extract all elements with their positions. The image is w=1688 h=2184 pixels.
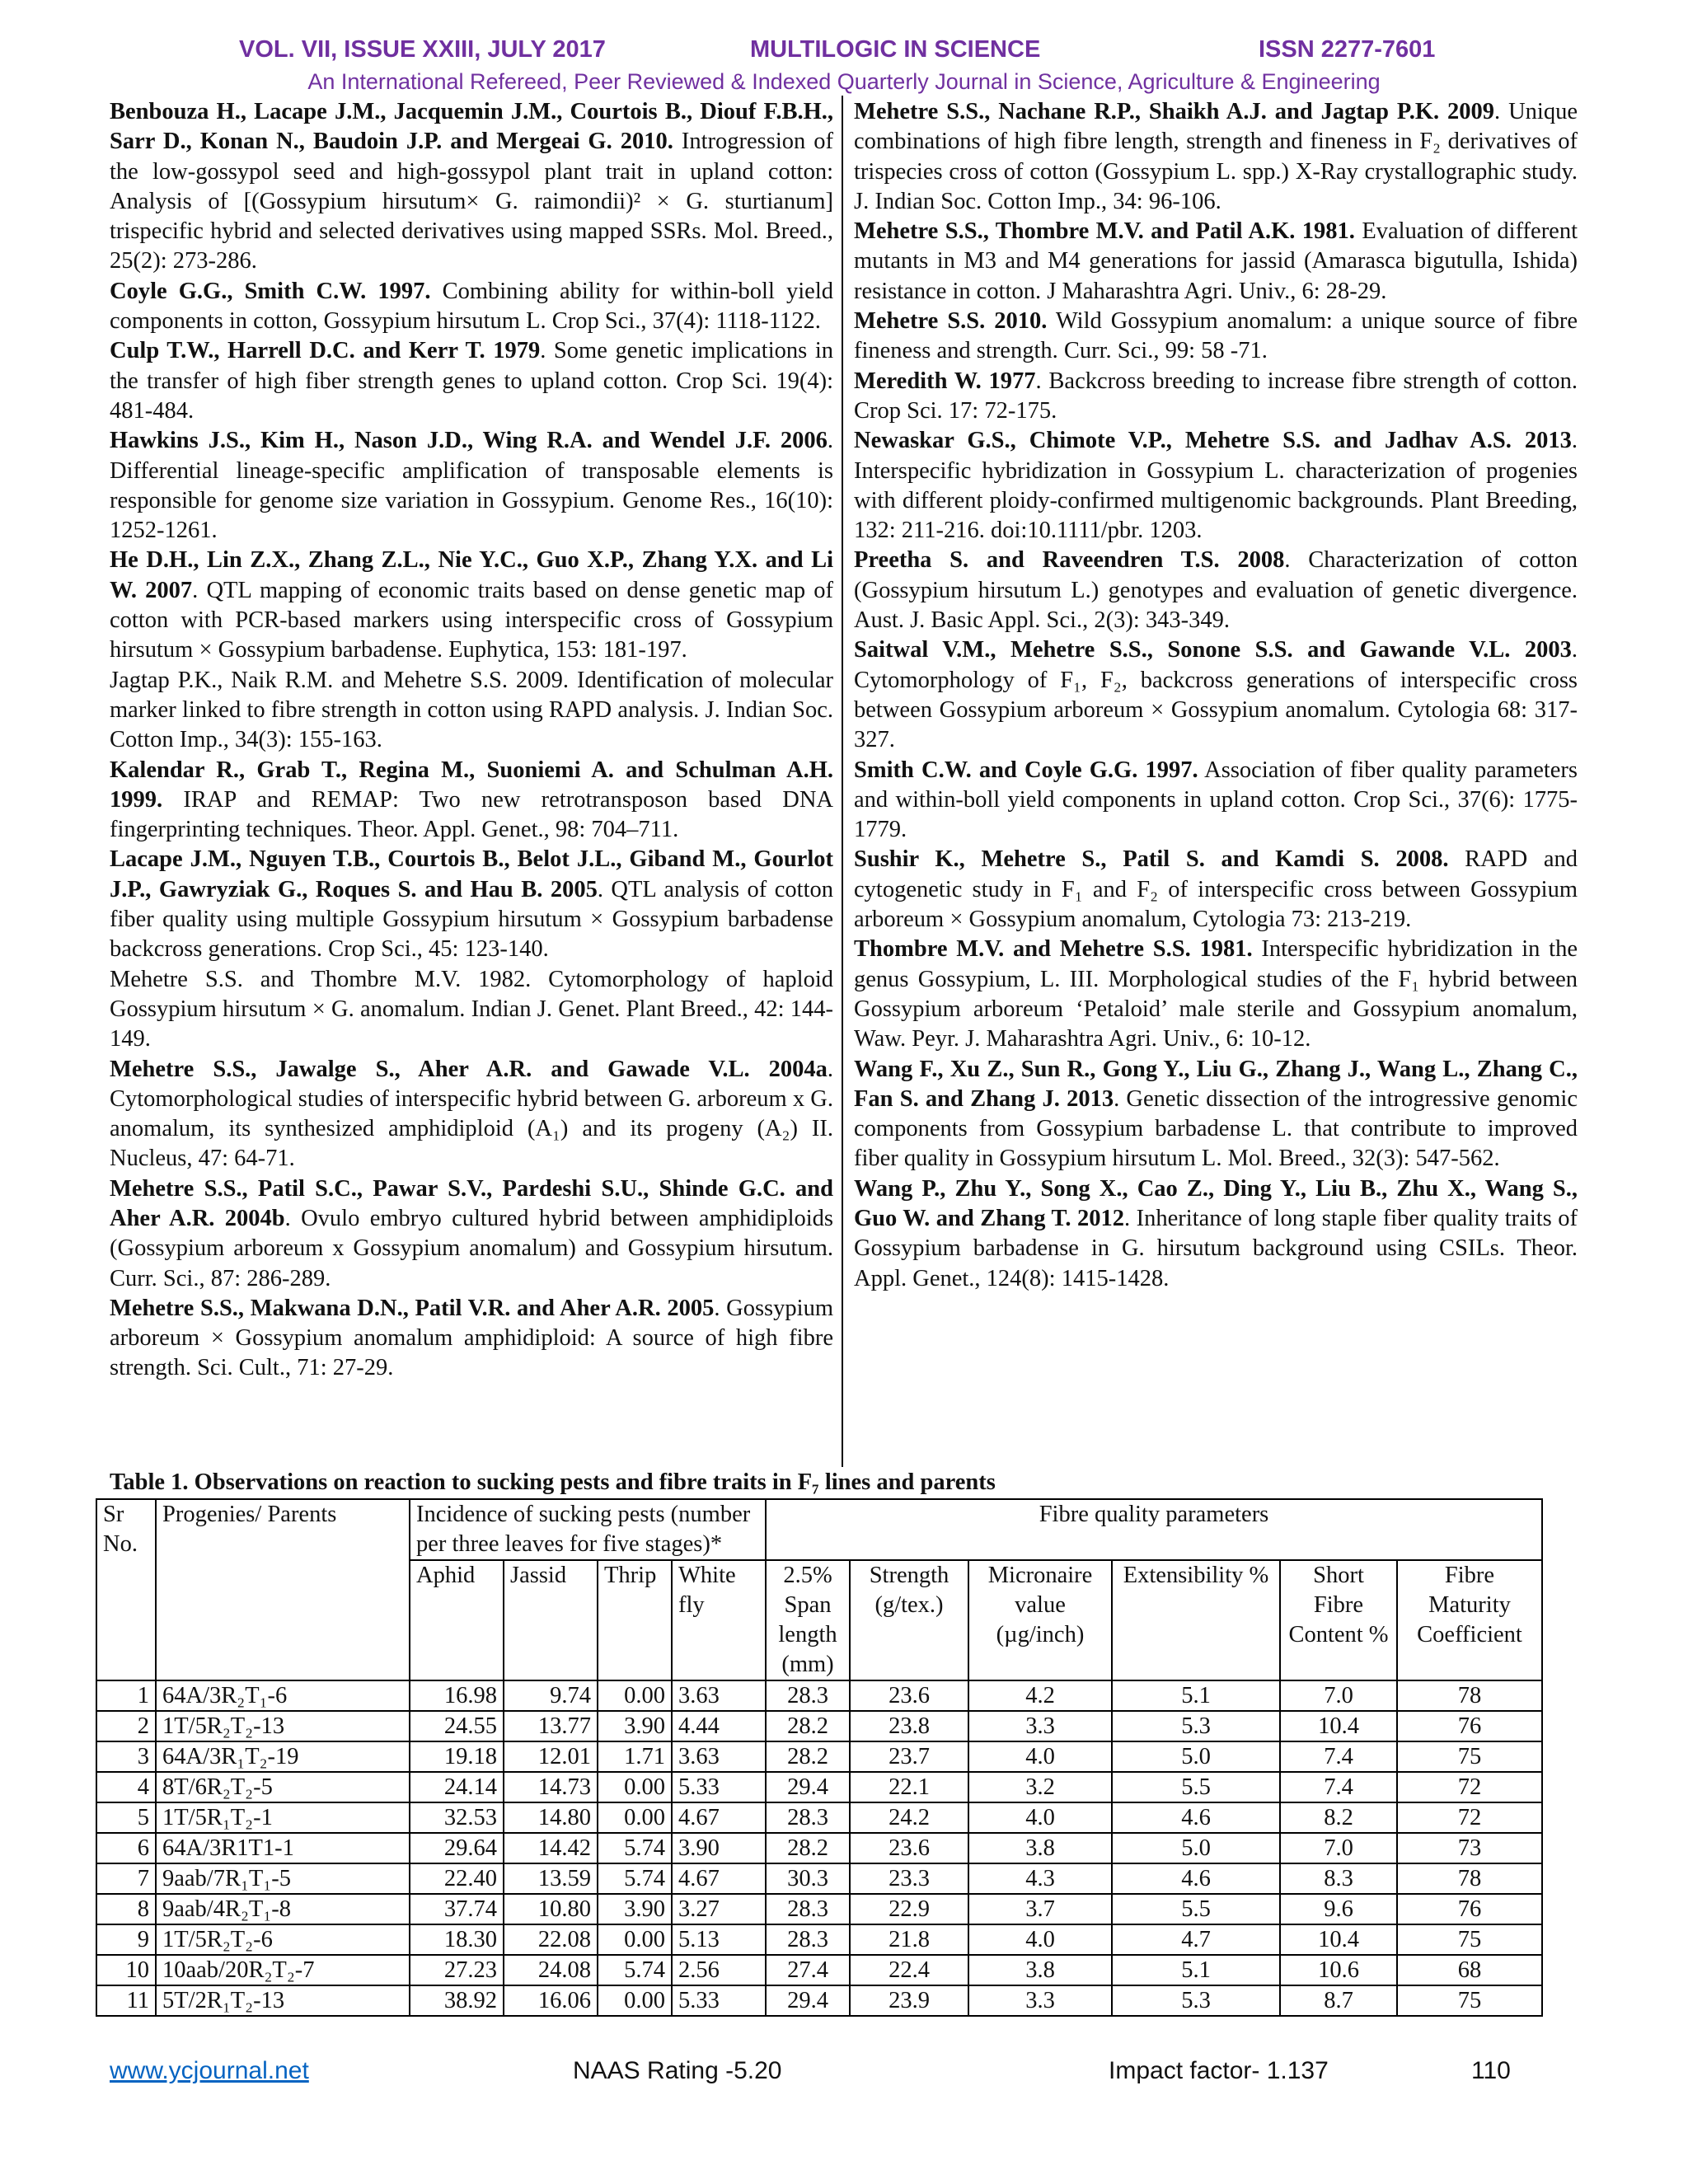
cell-maturity: 75 — [1397, 1985, 1542, 2016]
table-row — [96, 1711, 1542, 1741]
reference-text: . Cytomorphological studies of interspecific hybrid between G. arboreum x G. anomalum, its synthesized amphidiploid (A₁) and its progeny (A₂) II. Nucleus, 47: 64-71. — [110, 1056, 833, 1172]
reference-authors: Lacape J.M., Nguyen T.B., Courtois B., Belot J.L., Giband M., Gourlot J.P., Gawryziak G., Roques S. and Hau B. 2005 — [110, 846, 833, 902]
cell-thrip: 0.00 — [598, 1680, 672, 1711]
reference-authors: Wang P., Zhu Y., Song X., Cao Z., Ding Y., Liu B., Zhu X., Wang S., Guo W. and Zhang T. 2012 — [854, 1175, 1578, 1231]
cell-strength: 22.9 — [850, 1894, 968, 1924]
reference-text: . Characterization of cotton (Gossypium hirsutum L.) genotypes and evaluation of genetic divergence. Aust. J. Basic Appl. Sci., 2(3): 343-349. — [854, 547, 1578, 634]
reference-entry — [854, 1055, 1578, 1174]
cell-aphid: 19.18 — [410, 1741, 504, 1772]
reference-entry — [110, 666, 833, 756]
col-jassid: Jassid — [504, 1560, 598, 1680]
table-row — [96, 1924, 1542, 1955]
reference-entry — [854, 426, 1578, 546]
reference-entry — [854, 1174, 1578, 1294]
reference-text: . Interspecific hybridization in Gossypium L. characterization of progenies with different ploidy-confirmed multigenomic backgrounds. Plant Breeding, 132: 211-216. doi:10.1111/pbr. 1203. — [854, 428, 1578, 544]
cell-span: 28.3 — [766, 1802, 850, 1833]
cell-sfc: 8.2 — [1280, 1802, 1397, 1833]
col-aphid: Aphid — [410, 1560, 504, 1680]
cell-maturity: 78 — [1397, 1863, 1542, 1894]
cell-micronaire: 4.0 — [968, 1924, 1112, 1955]
cell-strength: 22.1 — [850, 1772, 968, 1802]
reference-entry — [110, 277, 833, 337]
reference-text: . QTL mapping of economic traits based on dense genetic map of cotton with PCR-based markers using interspecific cross of Gossypium hirsutum × Gossypium barbadense. Euphytica, 153: 181-197. — [110, 577, 833, 663]
cell-span: 29.4 — [766, 1772, 850, 1802]
col-thrip: Thrip — [598, 1560, 672, 1680]
reference-authors: Mehetre S.S., Makwana D.N., Patil V.R. and Aher A.R. 2005 — [110, 1295, 715, 1321]
cell-whitefly: 5.33 — [672, 1772, 766, 1802]
reference-entry — [854, 756, 1578, 846]
cell-maturity: 73 — [1397, 1833, 1542, 1863]
reference-text: Interspecific hybridization in the genus Gossypium, L. III. Morphological studies of the F₁ hybrid between Gossypium arboreum ‘Petaloid’ male sterile and Gossypium anomalum, Waw. Peyr. J. Maharashtra Agri. Univ., 6: 10-12. — [854, 936, 1578, 1052]
reference-authors: Hawkins J.S., Kim H., Nason J.D., Wing R.A. and Wendel J.F. 2006 — [110, 428, 828, 454]
cell-sfc: 9.6 — [1280, 1894, 1397, 1924]
page-number: 110 — [1471, 2057, 1511, 2084]
cell-whitefly: 3.63 — [672, 1680, 766, 1711]
page-footer — [0, 2057, 1688, 2090]
cell-aphid: 22.40 — [410, 1863, 504, 1894]
cell-name: 5T/2R₁T₂-13 — [156, 1985, 410, 2016]
cell-maturity: 76 — [1397, 1894, 1542, 1924]
cell-aphid: 24.55 — [410, 1711, 504, 1741]
reference-entry — [110, 756, 833, 846]
cell-whitefly: 5.33 — [672, 1985, 766, 2016]
reference-entry — [854, 307, 1578, 367]
cell-micronaire: 4.0 — [968, 1802, 1112, 1833]
cell-strength: 23.3 — [850, 1863, 968, 1894]
cell-sr: 2 — [96, 1711, 156, 1741]
cell-sr: 9 — [96, 1924, 156, 1955]
cell-name: 1T/5R₂T₂-13 — [156, 1711, 410, 1741]
col-maturity: Fibre Maturity Coefficient — [1397, 1560, 1542, 1680]
reference-authors: Meredith W. 1977 — [854, 368, 1036, 394]
cell-span: 28.3 — [766, 1680, 850, 1711]
cell-thrip: 5.74 — [598, 1833, 672, 1863]
cell-name: 64A/3R₁T₂-19 — [156, 1741, 410, 1772]
cell-maturity: 75 — [1397, 1741, 1542, 1772]
reference-entry — [110, 1174, 833, 1294]
reference-text: . Backcross breeding to increase fibre strength of cotton. Crop Sci. 17: 72-175. — [854, 368, 1578, 424]
cell-whitefly: 4.44 — [672, 1711, 766, 1741]
cell-maturity: 78 — [1397, 1680, 1542, 1711]
cell-sr: 6 — [96, 1833, 156, 1863]
cell-sr: 10 — [96, 1955, 156, 1985]
reference-authors: Mehetre S.S., Patil S.C., Pawar S.V., Pardeshi S.U., Shinde G.C. and Aher A.R. 2004b — [110, 1175, 833, 1231]
reference-text: Wild Gossypium anomalum: a unique source of fibre fineness and strength. Curr. Sci., 99: 58 -71. — [854, 308, 1578, 364]
reference-entry — [110, 1055, 833, 1174]
cell-thrip: 3.90 — [598, 1711, 672, 1741]
journal-header — [0, 36, 1688, 69]
reference-entry — [854, 367, 1578, 427]
reference-entry — [854, 845, 1578, 935]
cell-span: 28.3 — [766, 1924, 850, 1955]
cell-aphid: 24.14 — [410, 1772, 504, 1802]
observations-table — [96, 1498, 1543, 2017]
cell-span: 30.3 — [766, 1863, 850, 1894]
cell-span: 28.2 — [766, 1741, 850, 1772]
cell-maturity: 68 — [1397, 1955, 1542, 1985]
reference-text: Combining ability for within-boll yield components in cotton, Gossypium hirsutum L. Crop Sci., 37(4): 1118-1122. — [110, 278, 833, 335]
reference-entry — [110, 426, 833, 546]
cell-jassid: 13.77 — [504, 1711, 598, 1741]
reference-authors: Sushir K., Mehetre S., Patil S. and Kamdi S. 2008. — [854, 846, 1449, 873]
table-row — [96, 1802, 1542, 1833]
cell-sr: 11 — [96, 1985, 156, 2016]
cell-ext: 5.0 — [1112, 1833, 1280, 1863]
cell-strength: 23.8 — [850, 1711, 968, 1741]
col-progeny: Progenies/ Parents — [156, 1499, 410, 1680]
cell-sfc: 7.4 — [1280, 1772, 1397, 1802]
reference-entry — [110, 845, 833, 964]
cell-thrip: 0.00 — [598, 1802, 672, 1833]
cell-span: 28.2 — [766, 1833, 850, 1863]
cell-maturity: 75 — [1397, 1924, 1542, 1955]
cell-span: 27.4 — [766, 1955, 850, 1985]
cell-ext: 5.5 — [1112, 1894, 1280, 1924]
cell-sfc: 10.4 — [1280, 1711, 1397, 1741]
cell-thrip: 0.00 — [598, 1985, 672, 2016]
cell-ext: 5.5 — [1112, 1772, 1280, 1802]
volume-label: VOL. VII, ISSUE XXIII, JULY 2017 — [239, 36, 606, 63]
cell-aphid: 27.23 — [410, 1955, 504, 1985]
cell-strength: 23.6 — [850, 1680, 968, 1711]
cell-micronaire: 3.8 — [968, 1833, 1112, 1863]
cell-name: 10aab/20R₂T₂-7 — [156, 1955, 410, 1985]
cell-jassid: 9.74 — [504, 1680, 598, 1711]
table-caption: Table 1. Observations on reaction to sucking pests and fibre traits in F₇ lines and parents — [110, 1469, 996, 1495]
table-row — [96, 1680, 1542, 1711]
cell-name: 9aab/7R₁T₁-5 — [156, 1863, 410, 1894]
reference-authors: Coyle G.G., Smith C.W. 1997. — [110, 278, 431, 304]
cell-strength: 24.2 — [850, 1802, 968, 1833]
table-row — [96, 1863, 1542, 1894]
cell-name: 1T/5R₂T₂-6 — [156, 1924, 410, 1955]
cell-whitefly: 3.27 — [672, 1894, 766, 1924]
cell-whitefly: 3.63 — [672, 1741, 766, 1772]
reference-entry — [854, 935, 1578, 1054]
reference-entry — [110, 1294, 833, 1384]
cell-span: 28.3 — [766, 1894, 850, 1924]
journal-name: MULTILOGIC IN SCIENCE — [750, 36, 1041, 63]
reference-authors: Kalendar R., Grab T., Regina M., Suoniemi A. and Schulman A.H. 1999. — [110, 757, 833, 813]
cell-aphid: 37.74 — [410, 1894, 504, 1924]
naas-rating: NAAS Rating -5.20 — [573, 2057, 782, 2084]
cell-name: 64A/3R1T1-1 — [156, 1833, 410, 1863]
reference-text: Jagtap P.K., Naik R.M. and Mehetre S.S. 2009. Identification of molecular marker linked to fibre strength in cotton using RAPD analysis. J. Indian Soc. Cotton Imp., 34(3): 155-163. — [110, 667, 833, 753]
reference-text: . Inheritance of long staple fiber quality traits of Gossypium barbadense in G. hirsutum background using CSILs. Theor. Appl. Genet., 124(8): 1415-1428. — [854, 1205, 1578, 1291]
cell-aphid: 29.64 — [410, 1833, 504, 1863]
column-divider — [842, 96, 843, 1467]
col-whitefly: White fly — [672, 1560, 766, 1680]
references-right-column — [854, 97, 1578, 1294]
reference-entry — [110, 97, 833, 277]
reference-entry — [110, 546, 833, 665]
reference-text: Introgression of the low-gossypol seed and high-gossypol plant trait in upland cotton: Analysis of [(Gossypium hirsutum× G. raimondii)² × G. sturtianum] trispecific hybrid and selected derivatives using mapped SSRs. Mol. Breed., 25(2): 273-286. — [110, 129, 833, 274]
reference-text: Evaluation of different mutants in M3 and M4 generations for jassid (Amarasca bigutulla, Ishida) resistance in cotton. J Maharashtra Agri. Univ., 6: 28-29. — [854, 218, 1578, 304]
reference-entry — [110, 965, 833, 1055]
col-strength: Strength (g/tex.) — [850, 1560, 968, 1680]
reference-text: . Differential lineage-specific amplification of transposable elements is responsible for genome size variation in Gossypium. Genome Res., 16(10): 1252-1261. — [110, 428, 833, 544]
cell-thrip: 1.71 — [598, 1741, 672, 1772]
cell-jassid: 24.08 — [504, 1955, 598, 1985]
reference-text: Association of fiber quality parameters and within-boll yield components in upland cotton. Crop Sci., 37(6): 1775-1779. — [854, 757, 1578, 843]
cell-sr: 1 — [96, 1680, 156, 1711]
table-row — [96, 1955, 1542, 1985]
cell-aphid: 32.53 — [410, 1802, 504, 1833]
reference-text: . Cytomorphology of F₁, F₂, backcross generations of interspecific cross between Gossypium arboreum × Gossypium anomalum. Cytologia 68: 317-327. — [854, 637, 1578, 753]
reference-authors: Mehetre S.S. 2010. — [854, 308, 1048, 335]
cell-ext: 4.6 — [1112, 1863, 1280, 1894]
cell-ext: 5.1 — [1112, 1955, 1280, 1985]
cell-jassid: 13.59 — [504, 1863, 598, 1894]
reference-authors: Preetha S. and Raveendren T.S. 2008 — [854, 547, 1285, 574]
cell-micronaire: 3.3 — [968, 1985, 1112, 2016]
cell-sfc: 7.0 — [1280, 1833, 1397, 1863]
reference-text: . Gossypium arboreum × Gossypium anomalum amphidiploid: A source of high fibre strength. Sci. Cult., 71: 27-29. — [110, 1295, 833, 1381]
cell-whitefly: 3.90 — [672, 1833, 766, 1863]
col-pests-group: Incidence of sucking pests (number per three leaves for five stages)* — [410, 1499, 766, 1560]
table-row — [96, 1985, 1542, 2016]
reference-authors: Culp T.W., Harrell D.C. and Kerr T. 1979 — [110, 338, 541, 364]
cell-name: 64A/3R₂T₁-6 — [156, 1680, 410, 1711]
col-sfc: Short Fibre Content % — [1280, 1560, 1397, 1680]
col-sr: Sr No. — [96, 1499, 156, 1680]
cell-sr: 8 — [96, 1894, 156, 1924]
cell-jassid: 22.08 — [504, 1924, 598, 1955]
reference-entry — [854, 546, 1578, 635]
cell-sfc: 8.7 — [1280, 1985, 1397, 2016]
cell-whitefly: 5.13 — [672, 1924, 766, 1955]
cell-sr: 4 — [96, 1772, 156, 1802]
reference-authors: Mehetre S.S., Thombre M.V. and Patil A.K. 1981. — [854, 218, 1355, 245]
cell-strength: 21.8 — [850, 1924, 968, 1955]
reference-text: RAPD and cytogenetic study in F₁ and F₂ of interspecific cross between Gossypium arboreum × Gossypium anomalum, Cytologia 73: 213-219. — [854, 846, 1578, 933]
reference-entry — [110, 336, 833, 426]
cell-maturity: 72 — [1397, 1772, 1542, 1802]
reference-text: . Some genetic implications in the transfer of high fiber strength genes to upland cotton. Crop Sci. 19(4): 481-484. — [110, 338, 833, 424]
reference-text: . Genetic dissection of the introgressive genomic components from Gossypium barbadense L. that contribute to improved fiber quality in Gossypium hirsutum L. Mol. Breed., 32(3): 547-562. — [854, 1085, 1578, 1172]
cell-aphid: 18.30 — [410, 1924, 504, 1955]
issn-label: ISSN 2277-7601 — [1259, 36, 1436, 63]
cell-whitefly: 2.56 — [672, 1955, 766, 1985]
cell-jassid: 12.01 — [504, 1741, 598, 1772]
col-fibre-group: Fibre quality parameters — [766, 1499, 1542, 1560]
cell-ext: 5.3 — [1112, 1985, 1280, 2016]
reference-authors: Mehetre S.S., Nachane R.P., Shaikh A.J. and Jagtap P.K. 2009 — [854, 99, 1495, 124]
cell-strength: 23.7 — [850, 1741, 968, 1772]
table-row — [96, 1741, 1542, 1772]
cell-ext: 4.6 — [1112, 1802, 1280, 1833]
cell-ext: 5.1 — [1112, 1680, 1280, 1711]
reference-text: . Unique combinations of high fibre length, strength and fineness in F₂ derivatives of trispecies cross of cotton (Gossypium L. spp.) X-Ray crystallographic study. J. Indian Soc. Cotton Imp., 34: 96-106. — [854, 99, 1578, 214]
cell-sr: 5 — [96, 1802, 156, 1833]
reference-authors: Wang F., Xu Z., Sun R., Gong Y., Liu G., Zhang J., Wang L., Zhang C., Fan S. and Zhang J. 2013 — [854, 1056, 1578, 1112]
cell-micronaire: 4.0 — [968, 1741, 1112, 1772]
impact-factor: Impact factor- 1.137 — [1109, 2057, 1329, 2084]
table-row — [96, 1894, 1542, 1924]
cell-micronaire: 4.3 — [968, 1863, 1112, 1894]
reference-authors: Benbouza H., Lacape J.M., Jacquemin J.M., Courtois B., Diouf F.B.H., Sarr D., Konan N., Baudoin J.P. and Mergeai G. 2010. — [110, 99, 833, 155]
cell-jassid: 14.73 — [504, 1772, 598, 1802]
col-span: 2.5% Span length (mm) — [766, 1560, 850, 1680]
cell-maturity: 72 — [1397, 1802, 1542, 1833]
cell-jassid: 14.42 — [504, 1833, 598, 1863]
col-extensibility: Extensibility % — [1112, 1560, 1280, 1680]
cell-maturity: 76 — [1397, 1711, 1542, 1741]
cell-span: 29.4 — [766, 1985, 850, 2016]
references-left-column — [110, 97, 833, 1384]
reference-text: . QTL analysis of cotton fiber quality using multiple Gossypium hirsutum × Gossypium barbadense backcross generations. Crop Sci., 45: 123-140. — [110, 876, 833, 963]
cell-strength: 23.6 — [850, 1833, 968, 1863]
cell-thrip: 0.00 — [598, 1924, 672, 1955]
cell-sfc: 10.4 — [1280, 1924, 1397, 1955]
cell-ext: 5.3 — [1112, 1711, 1280, 1741]
cell-jassid: 16.06 — [504, 1985, 598, 2016]
cell-thrip: 5.74 — [598, 1955, 672, 1985]
reference-text: IRAP and REMAP: Two new retrotransposon based DNA fingerprinting techniques. Theor. Appl. Genet., 98: 704–711. — [110, 786, 833, 843]
cell-micronaire: 4.2 — [968, 1680, 1112, 1711]
cell-name: 9aab/4R₂T₁-8 — [156, 1894, 410, 1924]
cell-aphid: 16.98 — [410, 1680, 504, 1711]
reference-authors: Newaskar G.S., Chimote V.P., Mehetre S.S. and Jadhav A.S. 2013 — [854, 428, 1572, 454]
reference-text: . Ovulo embryo cultured hybrid between amphidiploids (Gossypium arboreum x Gossypium anomalum) and Gossypium hirsutum. Curr. Sci., 87: 286-289. — [110, 1205, 833, 1291]
reference-authors: Smith C.W. and Coyle G.G. 1997. — [854, 757, 1198, 783]
cell-micronaire: 3.2 — [968, 1772, 1112, 1802]
reference-entry — [854, 635, 1578, 755]
cell-strength: 23.9 — [850, 1985, 968, 2016]
cell-micronaire: 3.7 — [968, 1894, 1112, 1924]
cell-sfc: 8.3 — [1280, 1863, 1397, 1894]
cell-aphid: 38.92 — [410, 1985, 504, 2016]
reference-authors: He D.H., Lin Z.X., Zhang Z.L., Nie Y.C., Guo X.P., Zhang Y.X. and Li W. 2007 — [110, 547, 833, 603]
cell-ext: 5.0 — [1112, 1741, 1280, 1772]
table-row — [96, 1772, 1542, 1802]
cell-sfc: 7.0 — [1280, 1680, 1397, 1711]
cell-ext: 4.7 — [1112, 1924, 1280, 1955]
cell-thrip: 3.90 — [598, 1894, 672, 1924]
cell-sr: 7 — [96, 1863, 156, 1894]
cell-span: 28.2 — [766, 1711, 850, 1741]
cell-micronaire: 3.3 — [968, 1711, 1112, 1741]
cell-thrip: 5.74 — [598, 1863, 672, 1894]
table-row — [96, 1833, 1542, 1863]
cell-strength: 22.4 — [850, 1955, 968, 1985]
cell-name: 8T/6R₂T₂-5 — [156, 1772, 410, 1802]
reference-text: Mehetre S.S. and Thombre M.V. 1982. Cytomorphology of haploid Gossypium hirsutum × G. anomalum. Indian J. Genet. Plant Breed., 42: 144-149. — [110, 966, 833, 1052]
cell-micronaire: 3.8 — [968, 1955, 1112, 1985]
reference-authors: Saitwal V.M., Mehetre S.S., Sonone S.S. and Gawande V.L. 2003 — [854, 637, 1572, 663]
cell-sr: 3 — [96, 1741, 156, 1772]
cell-whitefly: 4.67 — [672, 1802, 766, 1833]
cell-jassid: 14.80 — [504, 1802, 598, 1833]
cell-sfc: 10.6 — [1280, 1955, 1397, 1985]
cell-thrip: 0.00 — [598, 1772, 672, 1802]
cell-jassid: 10.80 — [504, 1894, 598, 1924]
reference-entry — [854, 217, 1578, 307]
journal-subtitle: An International Refereed, Peer Reviewed & Indexed Quarterly Journal in Science, Agriculture & Engineering — [307, 69, 1381, 94]
reference-authors: Mehetre S.S., Jawalge S., Aher A.R. and Gawade V.L. 2004a — [110, 1056, 828, 1082]
cell-whitefly: 4.67 — [672, 1863, 766, 1894]
col-micronaire: Micronaire value (µg/inch) — [968, 1560, 1112, 1680]
website-link[interactable]: www.ycjournal.net — [110, 2057, 309, 2084]
reference-authors: Thombre M.V. and Mehetre S.S. 1981. — [854, 936, 1253, 963]
cell-sfc: 7.4 — [1280, 1741, 1397, 1772]
reference-entry — [854, 97, 1578, 217]
cell-name: 1T/5R₁T₂-1 — [156, 1802, 410, 1833]
